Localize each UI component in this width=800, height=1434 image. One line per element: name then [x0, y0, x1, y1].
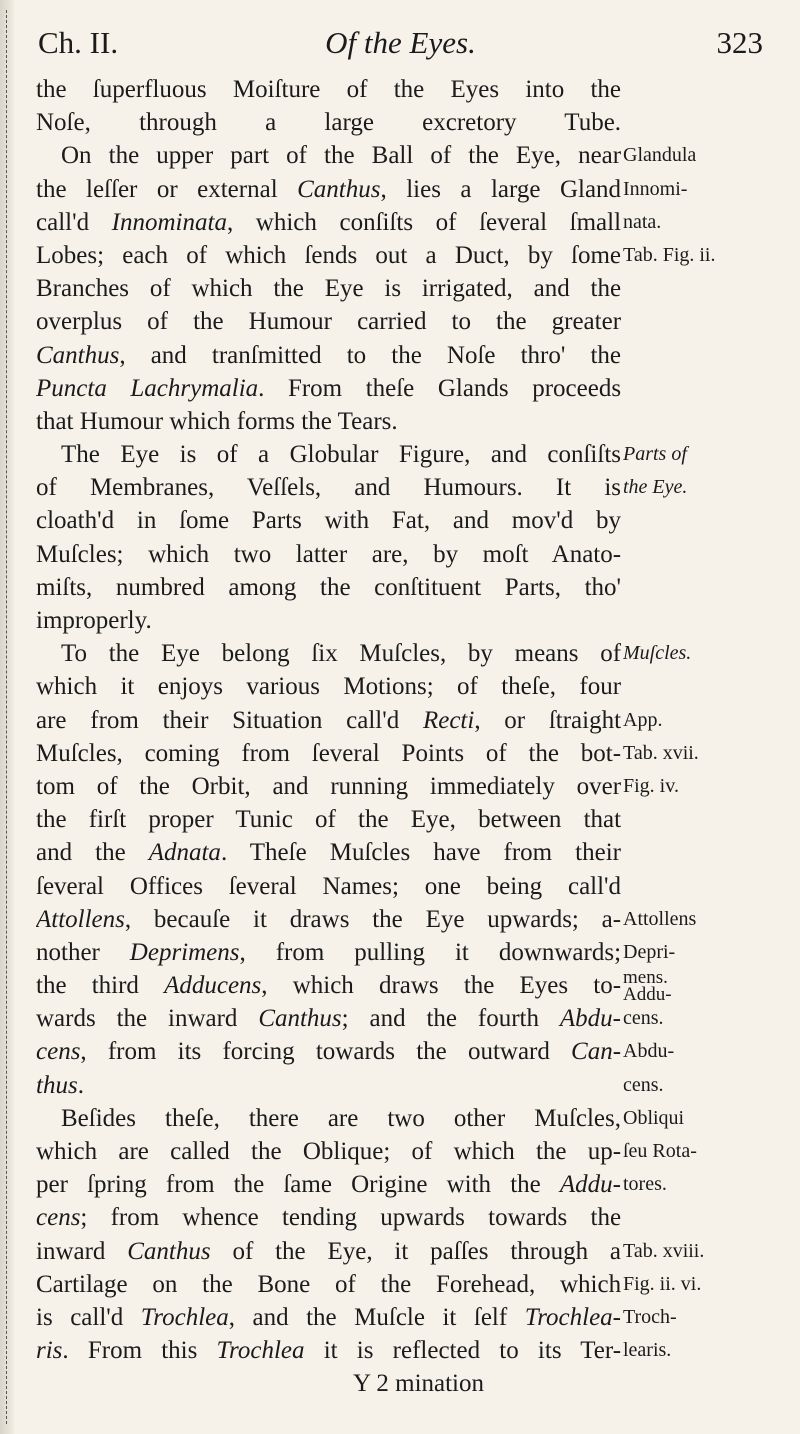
text-line: cens, from its forcing towards the outward Can- [36, 1038, 621, 1066]
margin-notes [623, 73, 800, 1401]
margin-note [623, 737, 800, 770]
margin-note-line: cens. [623, 1007, 664, 1030]
margin-note-line: Innomi- [623, 177, 688, 200]
margin-note [623, 903, 800, 936]
text-line: The Eye is of a Globular Figure, and conſiſts [61, 441, 621, 469]
margin-note-line: Fig. ii. vi. [623, 1272, 702, 1295]
margin-note-line: Tab. xvii. [623, 741, 699, 764]
chapter-label: Ch. II. [38, 25, 119, 60]
margin-note [623, 1268, 800, 1301]
text-line: tom of the Orbit, and running immediately over [36, 772, 621, 800]
text-line: cloath'd in ſome Parts with Fat, and mov'd by [36, 507, 621, 535]
margin-note-line: Addu- [623, 984, 672, 1003]
margin-note-line: nata. [623, 210, 662, 233]
text-line: inward Canthus of the Eye, it paſſes through a [36, 1237, 621, 1265]
text-line: that Humour which forms the Tears. [36, 407, 398, 435]
page-number: 323 [716, 25, 763, 60]
text-line: and the Adnata. Theſe Muſcles have from their [36, 839, 621, 867]
margin-note [623, 1135, 800, 1168]
margin-note [623, 1069, 800, 1102]
text-line: ris. From this Trochlea it is reflected to its Ter- [36, 1337, 621, 1365]
text-line: Puncta Lachrymalia. From theſe Glands proceeds [36, 374, 621, 402]
margin-note [623, 704, 800, 737]
text-line: Beſides theſe, there are two other Muſcles, [61, 1104, 621, 1132]
margin-note [623, 206, 800, 239]
body-text [36, 73, 621, 1401]
margin-note [623, 1235, 800, 1268]
text-line: miſts, numbred among the conſtituent Parts, tho' [36, 573, 621, 601]
text-line: Lobes; each of which ſends out a Duct, by ſome [36, 241, 621, 269]
running-title: Of the Eyes. [325, 25, 476, 60]
margin-note-line: cens. [623, 1073, 664, 1096]
margin-note [623, 1334, 800, 1367]
text-line: Muſcles; which two latter are, by moſt Anato- [36, 540, 621, 568]
text-line: which it enjoys various Motions; of theſe, four [36, 673, 621, 701]
margin-note-line: Abdu- [623, 1040, 675, 1063]
margin-note [623, 139, 800, 172]
text-line: the leſſer or external Canthus, lies a large Gland [36, 175, 621, 203]
margin-note-line: learis. [623, 1339, 672, 1362]
margin-note-line: Obliqui [623, 1106, 685, 1129]
text-line: thus. [36, 1071, 84, 1099]
text-line: call'd Innominata, which conſiſts of ſeveral ſmall [36, 208, 621, 236]
margin-note-line: Troch- [623, 1305, 677, 1328]
margin-note [623, 936, 800, 969]
text-line: Attollens, becauſe it draws the Eye upwards; a- [36, 905, 621, 933]
text-line: of Membranes, Veſſels, and Humours. It is [36, 474, 621, 502]
margin-note [623, 239, 800, 272]
text-line: is call'd Trochlea, and the Muſcle it ſelf Trochlea- [36, 1303, 621, 1331]
margin-note [623, 1035, 800, 1068]
margin-note [623, 173, 800, 206]
margin-note-line: Depri- [623, 940, 676, 963]
margin-note [623, 1102, 800, 1135]
text-line: are from their Situation call'd Recti, or ſtraight [36, 706, 621, 734]
margin-note-line: Tab. Fig. ii. [623, 243, 716, 266]
text-line: overplus of the Humour carried to the greater [36, 308, 621, 336]
text-line: cens; from whence tending upwards towards the [36, 1204, 621, 1232]
margin-note [623, 770, 800, 803]
margin-note [623, 1168, 800, 1201]
text-line: the ſuperfluous Moiſture of the Eyes into the [36, 76, 621, 103]
margin-note-line: Attollens [623, 907, 697, 930]
text-line: To the Eye belong ſix Muſcles, by means of [61, 640, 621, 668]
page-header [38, 18, 763, 68]
text-line: nother Deprimens, from pulling it downwards; [36, 938, 621, 966]
margin-note [623, 471, 800, 504]
text-line: the third Adducens, which draws the Eyes to- [36, 972, 621, 1000]
page-gutter [0, 0, 14, 1434]
text-line: per ſpring from the ſame Origine with the Addu- [36, 1171, 621, 1199]
margin-note-line: Parts of [623, 443, 687, 466]
text-line: Canthus, and tranſmitted to the Noſe thro' the [36, 341, 621, 369]
text-line: Noſe, through a large excretory Tube. [36, 109, 621, 137]
margin-note-line: tores. [623, 1173, 667, 1196]
text-line: wards the inward Canthus; and the fourth Abdu- [36, 1005, 621, 1033]
margin-note-line: Muſcles. [623, 642, 692, 665]
margin-note-line: mens. [623, 969, 668, 989]
margin-note [623, 438, 800, 471]
text-line: the firſt proper Tunic of the Eye, between that [36, 806, 621, 834]
margin-note-line: Tab. xviii. [623, 1239, 705, 1262]
margin-note [623, 637, 800, 670]
text-line: Cartilage on the Bone of the Forehead, which [36, 1270, 621, 1298]
margin-note-line: Glandula [623, 144, 697, 167]
margin-note [623, 1301, 800, 1334]
text-line: which are called the Oblique; of which the up- [36, 1138, 621, 1165]
margin-note-line: the Eye. [623, 476, 688, 499]
margin-note-line: Fig. iv. [623, 774, 679, 797]
text-line: ſeveral Offices ſeveral Names; one being call'd [36, 872, 621, 900]
margin-note-line: App. [623, 708, 663, 731]
margin-note [623, 1002, 800, 1035]
text-line: Branches of which the Eye is irrigated, and the [36, 275, 621, 303]
text-line: Muſcles, coming from ſeveral Points of the bot- [36, 739, 621, 767]
margin-note [623, 969, 800, 1002]
text-line: Y 2 mination [352, 1370, 485, 1398]
margin-note-line: ſeu Rota- [623, 1140, 697, 1162]
text-line: On the upper part of the Ball of the Eye, near [61, 142, 621, 170]
text-line: improperly. [36, 607, 152, 634]
